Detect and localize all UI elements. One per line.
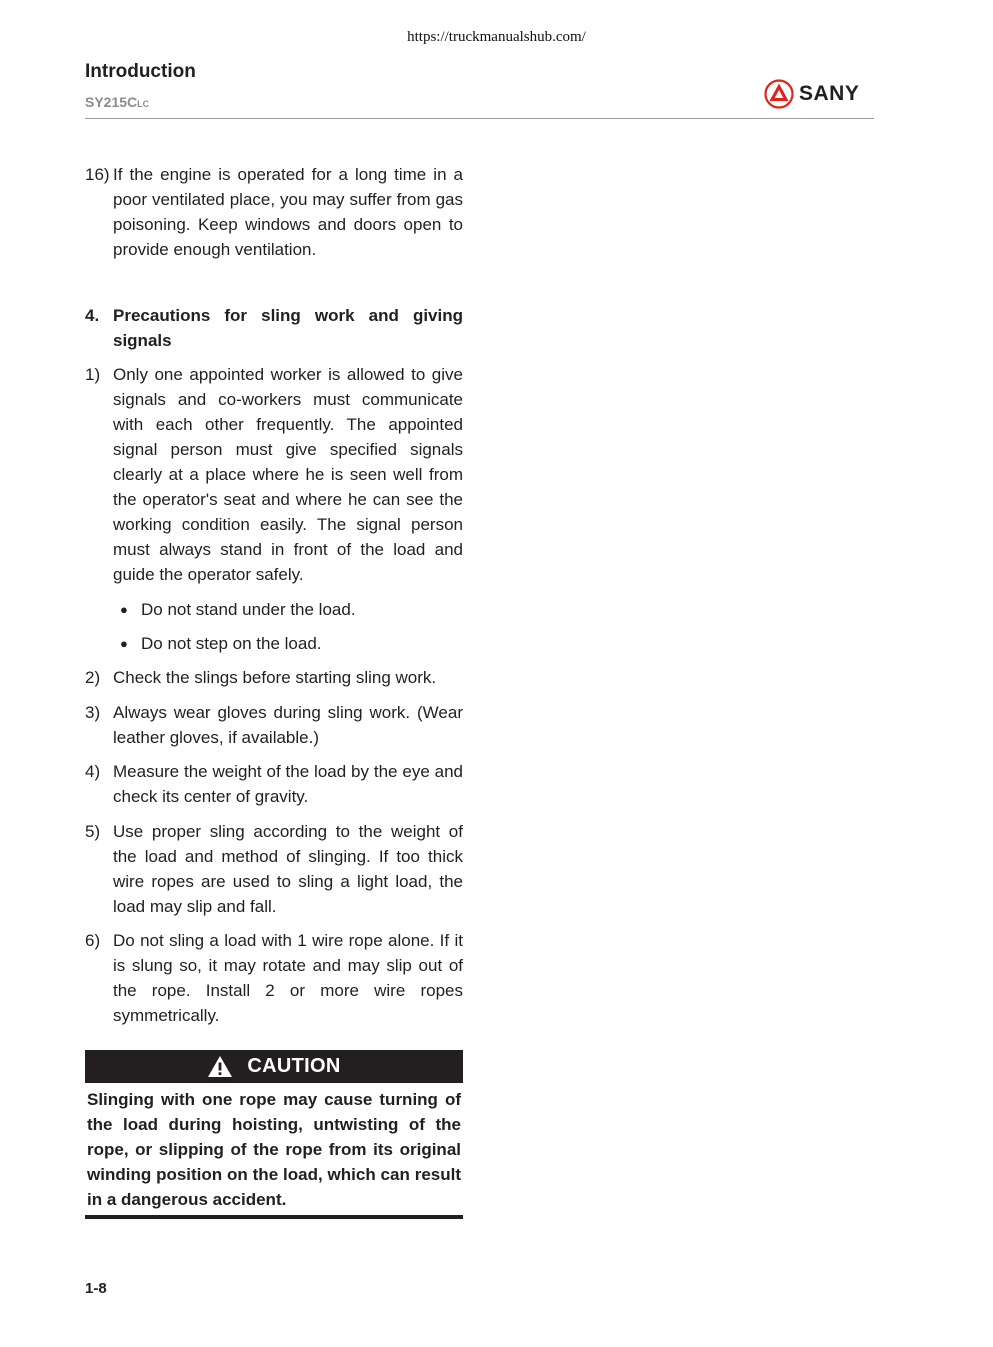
header-divider <box>85 118 874 119</box>
model-number <box>85 94 149 110</box>
page-number: 1-8 <box>85 1280 107 1297</box>
list-item-6 <box>85 928 463 1028</box>
section-heading-text: Precautions for sling work and giving signals <box>113 306 463 350</box>
list-item-1 <box>85 362 463 587</box>
section-number: 4. <box>85 306 100 325</box>
item-text: Only one appointed worker is allowed to give signals and co-workers must communicate with each other frequently. The appointed signal person must give specified signals clearly at a place where he is seen well from the operator's seat and where he can see the working condition easily. The signal person must always stand in front of the load and guide the operator safely. <box>113 365 463 584</box>
item-number: 5) <box>85 822 101 841</box>
item-text: Measure the weight of the load by the eye and check its center of gravity. <box>113 762 463 806</box>
sany-logo-icon <box>764 79 794 109</box>
caution-label: CAUTION <box>247 1055 341 1077</box>
bullet-icon: ● <box>120 602 128 617</box>
item-number: 6) <box>85 931 101 950</box>
list-item-16 <box>85 162 463 262</box>
section-heading <box>85 303 463 353</box>
item-text: Always wear gloves during sling work. (Wear leather gloves, if available.) <box>113 703 463 747</box>
item-text: If the engine is operated for a long time in a poor ventilated place, you may suffer from gas poisoning. Keep windows and doors open to provide enough ventilation. <box>113 165 463 259</box>
list-item-4 <box>85 759 463 809</box>
model-main: SY215C <box>85 94 138 110</box>
section-title: Introduction <box>85 61 196 82</box>
item-number: 3) <box>85 703 101 722</box>
bullet-text: Do not step on the load. <box>141 634 322 653</box>
bullet-item <box>85 597 463 622</box>
source-url[interactable]: https://truckmanualshub.com/ <box>407 29 586 45</box>
list-item-2 <box>85 665 463 690</box>
brand-name: SANY <box>799 82 860 105</box>
caution-divider <box>85 1215 463 1219</box>
warning-triangle-icon <box>207 1055 233 1078</box>
item-number: 1) <box>85 365 101 384</box>
bullet-item <box>85 631 463 656</box>
brand-logo <box>764 78 859 110</box>
item-number: 16) <box>85 165 110 184</box>
bullet-icon: ● <box>120 636 128 651</box>
item-text: Use proper sling according to the weight of the load and method of slinging. If too thick wire ropes are used to sling a light load, the load may slip and fall. <box>113 822 463 916</box>
main-column <box>85 162 463 1028</box>
list-item-5 <box>85 819 463 919</box>
item-text: Do not sling a load with 1 wire rope alone. If it is slung so, it may rotate and may slip out of the rope. Install 2 or more wire ropes symmetrically. <box>113 931 463 1025</box>
list-item-3 <box>85 700 463 750</box>
item-number: 2) <box>85 668 101 687</box>
caution-banner <box>85 1050 463 1083</box>
model-sub: LC <box>137 99 150 109</box>
caution-text: Slinging with one rope may cause turning of the load during hoisting, untwisting of the rope, or slipping of the rope from its original winding position on the load, which can result in a dangerous accident. <box>87 1090 461 1209</box>
item-text: Check the slings before starting sling work. <box>113 668 437 687</box>
bullet-text: Do not stand under the load. <box>141 600 356 619</box>
item-number: 4) <box>85 762 101 781</box>
